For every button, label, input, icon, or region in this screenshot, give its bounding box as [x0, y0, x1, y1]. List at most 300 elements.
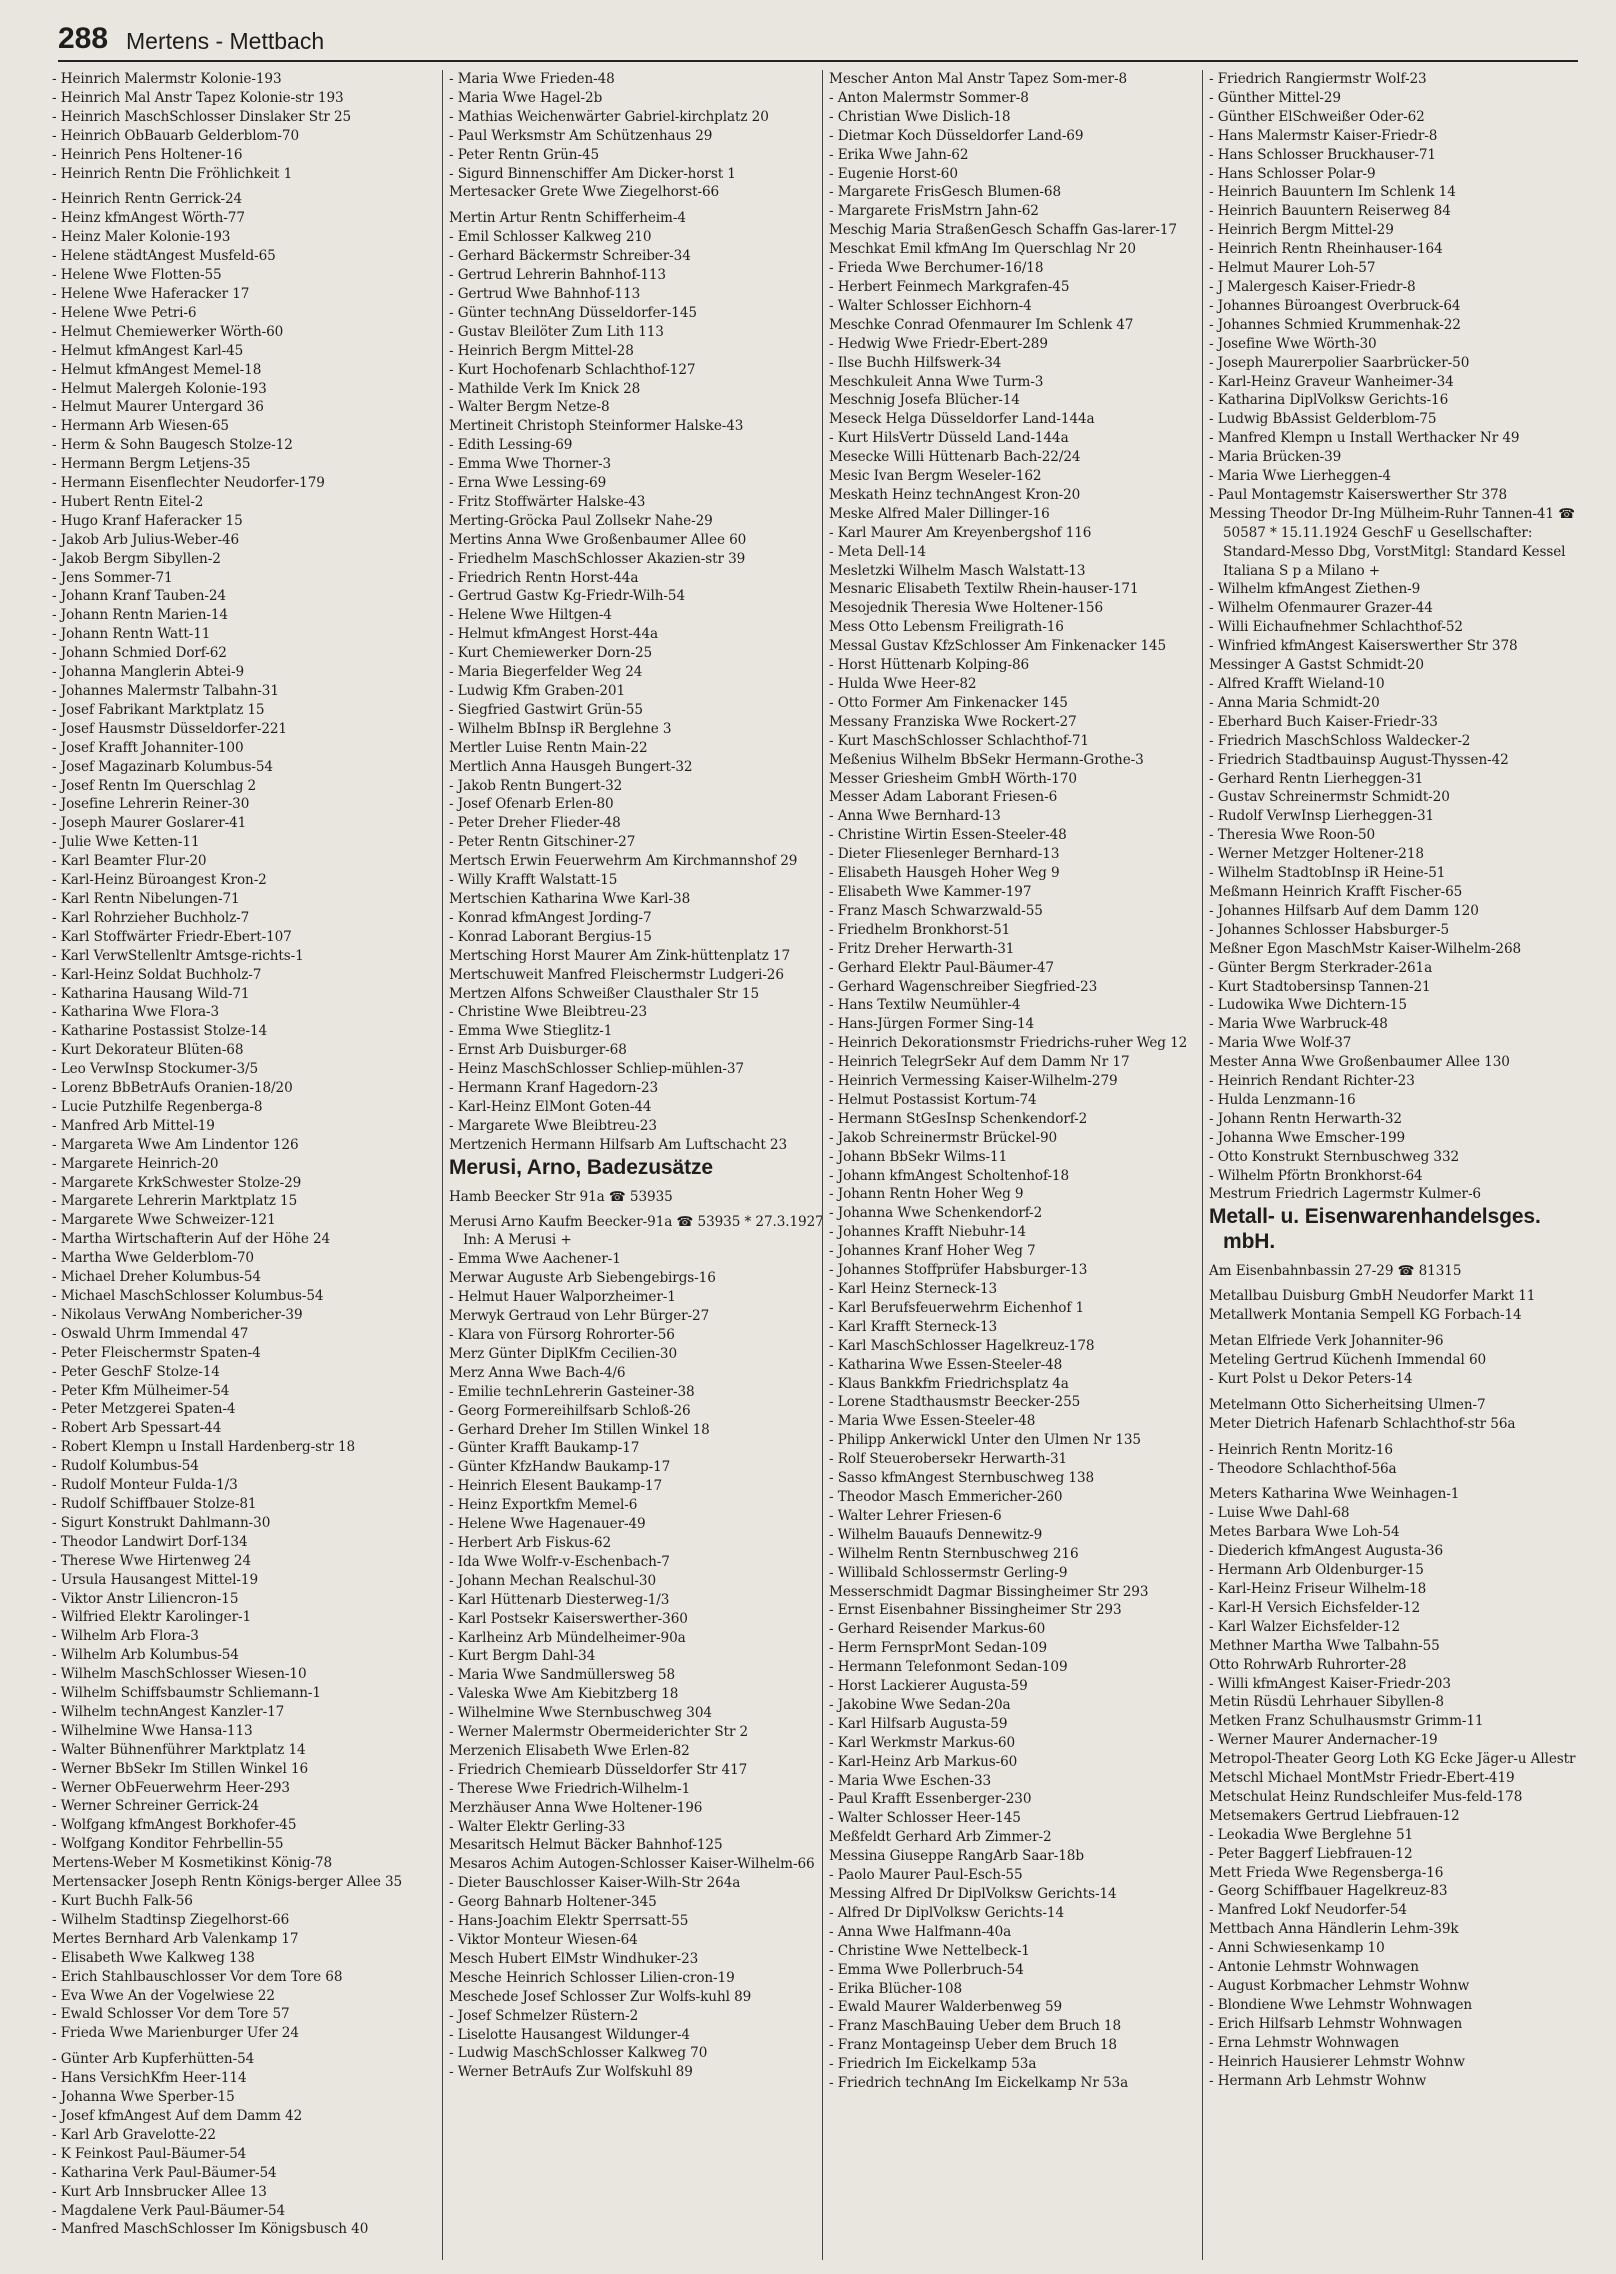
directory-entry: Merzenich Elisabeth Wwe Erlen-82 [449, 1742, 690, 1759]
directory-subentry: - Hulda Wwe Heer-82 [829, 675, 1207, 694]
directory-subentry: - Walter Lehrer Friesen-6 [829, 1507, 1207, 1526]
directory-subentry: - Anni Schwiesenkamp 10 [1209, 1939, 1587, 1958]
directory-entry: Mesic Ivan Bergm Weseler-162 [829, 468, 1042, 485]
directory-subentry: - Leo VerwInsp Stockumer-3/5 [52, 1060, 430, 1079]
directory-subentry: - Heinrich Rendant Richter-23 [1209, 1072, 1587, 1091]
directory-subentry: - Dieter Fliesenleger Bernhard-13 [829, 845, 1207, 864]
directory-entry: Mertler Luise Rentn Main-22 [449, 739, 648, 756]
directory-subentry: - Wilhelmine Wwe Hansa-113 [52, 1722, 430, 1741]
directory-entry: Am Eisenbahnbassin 27-29 ☎ 81315 [1209, 1263, 1462, 1280]
directory-subentry: - Friedrich Im Eickelkamp 53a [829, 2055, 1207, 2074]
directory-subentry: - Herm FernsprMont Sedan-109 [829, 1639, 1207, 1658]
directory-entry: Metschulat Heinz Rundschleifer Mus-feld-178 [1209, 1788, 1523, 1805]
directory-entry: Mertins Anna Wwe Großenbaumer Allee 60 [449, 531, 747, 548]
directory-subentry: - Sigurt Konstrukt Dahlmann-30 [52, 1514, 430, 1533]
directory-subentry: - Maria Biegerfelder Weg 24 [449, 663, 827, 682]
directory-subentry: - Therese Wwe Hirtenweg 24 [52, 1552, 430, 1571]
page-number: 288 [58, 22, 109, 55]
directory-subentry: - Herbert Arb Fiskus-62 [449, 1534, 827, 1553]
directory-entry: Meschede Josef Schlosser Zur Wolfs-kuhl 89 [449, 1988, 752, 2005]
directory-subentry: - Heinrich Rentn Gerrick-24 [52, 190, 430, 209]
directory-subentry: - Helmut Maurer Untergard 36 [52, 398, 430, 417]
directory-entry: Meter Dietrich Hafenarb Schlachthof-str 56a [1209, 1415, 1516, 1432]
directory-subentry: - Heinrich Rentn Moritz-16 [1209, 1441, 1587, 1460]
directory-subentry: - Wilhelm Schiffsbaumstr Schliemann-1 [52, 1684, 430, 1703]
directory-subentry: - Manfred MaschSchlosser Im Königsbusch 40 [52, 2220, 430, 2239]
directory-subentry: - Hans-Joachim Elektr Sperrsatt-55 [449, 1912, 827, 1931]
directory-subentry: - Klara von Fürsorg Rohrorter-56 [449, 1326, 827, 1345]
directory-subentry: - Johanna Wwe Schenkendorf-2 [829, 1204, 1207, 1223]
directory-subentry: - Günther ElSchweißer Oder-62 [1209, 108, 1587, 127]
directory-subentry: - Hugo Kranf Haferacker 15 [52, 512, 430, 531]
directory-subentry: - Johann Rentn Marien-14 [52, 606, 430, 625]
directory-subentry: - Josef Rentn Im Querschlag 2 [52, 777, 430, 796]
directory-subentry: - Walter Bergm Netze-8 [449, 398, 827, 417]
directory-subentry: - Werner Maurer Andernacher-19 [1209, 1731, 1587, 1750]
directory-entry: Merwyk Gertraud von Lehr Bürger-27 [449, 1308, 710, 1325]
directory-subentry: - Walter Schlosser Eichhorn-4 [829, 297, 1207, 316]
directory-subentry: - Margarete KrkSchwester Stolze-29 [52, 1174, 430, 1193]
directory-subentry: - Karl Rentn Nibelungen-71 [52, 890, 430, 909]
directory-subentry: - Otto Konstrukt Sternbuschweg 332 [1209, 1148, 1587, 1167]
directory-subentry: - Karl Rohrzieher Buchholz-7 [52, 909, 430, 928]
directory-subentry: - Johannes Schlosser Habsburger-5 [1209, 921, 1587, 940]
directory-subentry: - Anton Malermstr Sommer-8 [829, 89, 1207, 108]
directory-subentry: - Katharina Wwe Essen-Steeler-48 [829, 1356, 1207, 1375]
directory-subentry: - Maria Wwe Essen-Steeler-48 [829, 1412, 1207, 1431]
directory-subentry: - Johannes Stoffprüfer Habsburger-13 [829, 1261, 1207, 1280]
directory-subentry: - Mathias Weichenwärter Gabriel-kirchplatz 20 [449, 108, 827, 127]
directory-subentry: - Peter Fleischermstr Spaten-4 [52, 1344, 430, 1363]
directory-subentry: - Johannes Schmied Krummenhak-22 [1209, 316, 1587, 335]
directory-subentry: - Günter Bergm Sterkrader-261a [1209, 959, 1587, 978]
directory-entry: Metelmann Otto Sicherheitsing Ulmen-7 [1209, 1396, 1486, 1413]
directory-entry: Metes Barbara Wwe Loh-54 [1209, 1524, 1400, 1541]
directory-subentry: - Wolfgang kfmAngest Borkhofer-45 [52, 1816, 430, 1835]
directory-subentry: - Therese Wwe Friedrich-Wilhelm-1 [449, 1780, 827, 1799]
directory-subentry: - Wilhelm MaschSchlosser Wiesen-10 [52, 1665, 430, 1684]
directory-subentry: - Ilse Buchh Hilfswerk-34 [829, 354, 1207, 373]
directory-entry: Meskath Heinz technAngest Kron-20 [829, 486, 1081, 503]
directory-subentry: - Dietmar Koch Düsseldorfer Land-69 [829, 127, 1207, 146]
directory-entry: Metsemakers Gertrud Liebfrauen-12 [1209, 1807, 1460, 1824]
directory-subentry: - Hans Schlosser Bruckhauser-71 [1209, 146, 1587, 165]
directory-entry: Messal Gustav KfzSchlosser Am Finkenacker 145 [829, 638, 1167, 655]
directory-subentry: - Elisabeth Hausgeh Hoher Weg 9 [829, 864, 1207, 883]
directory-subentry: - Heinrich Bergm Mittel-29 [1209, 221, 1587, 240]
directory-subentry: - Günter technAng Düsseldorfer-145 [449, 304, 827, 323]
directory-subentry: - Friedrich Rentn Horst-44a [449, 569, 827, 588]
directory-subentry: - Ludwig Kfm Graben-201 [449, 682, 827, 701]
directory-entry: Messany Franziska Wwe Rockert-27 [829, 713, 1077, 730]
directory-subentry: - Magdalene Verk Paul-Bäumer-54 [52, 2202, 430, 2221]
directory-subentry: - Peter GeschF Stolze-14 [52, 1363, 430, 1382]
directory-subentry: - Maria Wwe Lierheggen-4 [1209, 467, 1587, 486]
directory-entry: Metallbau Duisburg GmbH Neudorfer Markt 11 [1209, 1288, 1536, 1305]
directory-subentry: - Werner Schreiner Gerrick-24 [52, 1797, 430, 1816]
directory-subentry: - Willi Eichaufnehmer Schlachthof-52 [1209, 618, 1587, 637]
directory-subentry: - Ewald Schlosser Vor dem Tore 57 [52, 2005, 430, 2024]
directory-entry: Meske Alfred Maler Dillinger-16 [829, 505, 1050, 522]
directory-subentry: - Ludwig MaschSchlosser Kalkweg 70 [449, 2044, 827, 2063]
directory-subentry: - Kurt Stadtobersinsp Tannen-21 [1209, 978, 1587, 997]
directory-subentry: - Georg Formereihilfsarb Schloß-26 [449, 1402, 827, 1421]
directory-subentry: - Friedrich Rangiermstr Wolf-23 [1209, 70, 1587, 89]
directory-subentry: - Friedrich technAng Im Eickelkamp Nr 53a [829, 2074, 1207, 2093]
directory-subentry: - Heinrich TelegrSekr Auf dem Damm Nr 17 [829, 1053, 1207, 1072]
page-header [58, 20, 1578, 62]
directory-subentry: - Kurt Hochofenarb Schlachthof-127 [449, 361, 827, 380]
directory-subentry: - Hermann Arb Lehmstr Wohnw [1209, 2072, 1587, 2091]
directory-subentry: - Günter Krafft Baukamp-17 [449, 1439, 827, 1458]
directory-entry: Messinger A Gastst Schmidt-20 [1209, 657, 1424, 674]
directory-entry: Metin Rüsdü Lehrhauer Sibyllen-8 [1209, 1694, 1444, 1711]
directory-subentry: - Wilhelm Ofenmaurer Grazer-44 [1209, 599, 1587, 618]
directory-subentry: - Heinrich Elesent Baukamp-17 [449, 1477, 827, 1496]
directory-subentry: - Karl-H Versich Eichsfelder-12 [1209, 1599, 1587, 1618]
directory-subentry: - Erich Stahlbauschlosser Vor dem Tore 68 [52, 1968, 430, 1987]
directory-subentry: - Margarete FrisGesch Blumen-68 [829, 183, 1207, 202]
directory-subentry: - Johannes Kranf Hoher Weg 7 [829, 1242, 1207, 1261]
directory-subentry: - Kurt Bergm Dahl-34 [449, 1647, 827, 1666]
directory-subentry: - Hans Malermstr Kaiser-Friedr-8 [1209, 127, 1587, 146]
directory-entry: Meschnig Josefa Blücher-14 [829, 392, 1020, 409]
directory-subentry: - Hans Schlosser Polar-9 [1209, 165, 1587, 184]
directory-subentry: - Heinrich Rentn Die Fröhlichkeit 1 [52, 165, 430, 184]
directory-entry: Messina Giuseppe RangArb Saar-18b [829, 1848, 1084, 1865]
directory-entry: Mett Frieda Wwe Regensberga-16 [1209, 1864, 1444, 1881]
directory-subentry: - Hedwig Wwe Friedr-Ebert-289 [829, 335, 1207, 354]
directory-subentry: - Hermann Bergm Letjens-35 [52, 455, 430, 474]
directory-entry: Merwar Auguste Arb Siebengebirgs-16 [449, 1270, 716, 1287]
directory-subentry: - Ida Wwe Wolfr-v-Eschenbach-7 [449, 1553, 827, 1572]
directory-subentry: - Eugenie Horst-60 [829, 165, 1207, 184]
directory-subentry: - Rolf Steuerobersekr Herwarth-31 [829, 1450, 1207, 1469]
directory-subentry: - Hermann Arb Wiesen-65 [52, 417, 430, 436]
directory-subentry: - Ursula Hausangest Mittel-19 [52, 1571, 430, 1590]
directory-subentry: - Franz MaschBauing Ueber dem Bruch 18 [829, 2017, 1207, 2036]
directory-subentry: - Eberhard Buch Kaiser-Friedr-33 [1209, 713, 1587, 732]
directory-subentry: - Maria Wwe Hagel-2b [449, 89, 827, 108]
directory-entry: Mess Otto Lebensm Freiligrath-16 [829, 619, 1064, 636]
directory-subentry: - Joseph Maurerpolier Saarbrücker-50 [1209, 354, 1587, 373]
directory-entry: Mertzenich Hermann Hilfsarb Am Luftschacht 23 [449, 1136, 788, 1153]
directory-subentry: - Rudolf Schiffbauer Stolze-81 [52, 1495, 430, 1514]
directory-subentry: - Erna Lehmstr Wohnwagen [1209, 2034, 1587, 2053]
directory-entry: Metropol-Theater Georg Loth KG Ecke Jäger-u Allestr [1209, 1751, 1576, 1768]
directory-subentry: - Hermann StGesInsp Schenkendorf-2 [829, 1110, 1207, 1129]
directory-entry: Mertes Bernhard Arb Valenkamp 17 [52, 1930, 299, 1947]
directory-entry: Mertschuweit Manfred Fleischermstr Ludgeri-26 [449, 966, 784, 983]
directory-entry: Meschkuleit Anna Wwe Turm-3 [829, 373, 1044, 390]
directory-subentry: - Josef Ofenarb Erlen-80 [449, 795, 827, 814]
directory-subentry: - Peter Metzgerei Spaten-4 [52, 1400, 430, 1419]
directory-subentry: - Heinrich Vermessing Kaiser-Wilhelm-279 [829, 1072, 1207, 1091]
directory-subentry: - Willi kfmAngest Kaiser-Friedr-203 [1209, 1675, 1587, 1694]
directory-subentry: - Günter Arb Kupferhütten-54 [52, 2050, 430, 2069]
directory-subentry: - Helmut Postassist Kortum-74 [829, 1091, 1207, 1110]
directory-subentry: - Anna Wwe Halfmann-40a [829, 1923, 1207, 1942]
directory-subentry: - Johann kfmAngest Scholtenhof-18 [829, 1167, 1207, 1186]
directory-subentry: - Kurt Chemiewerker Dorn-25 [449, 644, 827, 663]
directory-subentry: - Karl Heinz Sterneck-13 [829, 1280, 1207, 1299]
directory-entry: Meßner Egon MaschMstr Kaiser-Wilhelm-268 [1209, 940, 1522, 957]
directory-subentry: - Karl Berufsfeuerwehrm Eichenhof 1 [829, 1299, 1207, 1318]
directory-subentry: - Helene Wwe Hiltgen-4 [449, 606, 827, 625]
directory-subentry: - Heinrich Bauuntern Reiserweg 84 [1209, 202, 1587, 221]
directory-subentry: - Werner ObFeuerwehrm Heer-293 [52, 1779, 430, 1798]
directory-subentry: - Helmut Maurer Loh-57 [1209, 259, 1587, 278]
directory-entry: Mesaros Achim Autogen-Schlosser Kaiser-Wilhelm-66 [449, 1856, 815, 1873]
directory-entry: Merz Anna Wwe Bach-4/6 [449, 1364, 626, 1381]
directory-subentry: - Erika Blücher-108 [829, 1980, 1207, 1999]
directory-subentry: - Edith Lessing-69 [449, 436, 827, 455]
directory-subentry: - Rudolf Kolumbus-54 [52, 1457, 430, 1476]
directory-subentry: - Horst Lackierer Augusta-59 [829, 1677, 1207, 1696]
directory-subentry: - Maria Wwe Warbruck-48 [1209, 1015, 1587, 1034]
directory-entry: Meseck Helga Düsseldorfer Land-144a [829, 411, 1095, 428]
directory-subentry: - Maria Wwe Eschen-33 [829, 1772, 1207, 1791]
directory-subentry: - Karlheinz Arb Mündelheimer-90a [449, 1629, 827, 1648]
directory-subentry: - Franz Masch Schwarzwald-55 [829, 902, 1207, 921]
directory-subentry: - Wilhelm StadtobInsp iR Heine-51 [1209, 864, 1587, 883]
directory-entry: Meschkat Emil kfmAng Im Querschlag Nr 20 [829, 241, 1136, 258]
directory-subentry: - Frieda Wwe Marienburger Ufer 24 [52, 2024, 430, 2043]
directory-subentry: - Johann Kranf Tauben-24 [52, 587, 430, 606]
directory-subentry: - Josef Krafft Johanniter-100 [52, 739, 430, 758]
directory-subentry: - Sigurd Binnenschiffer Am Dicker-horst 1 [449, 165, 827, 184]
directory-subentry: - Katharina Verk Paul-Bäumer-54 [52, 2164, 430, 2183]
running-title: Mertens - Mettbach [126, 28, 325, 54]
directory-entry: Mestrum Friedrich Lagermstr Kulmer-6 [1209, 1186, 1481, 1203]
directory-subentry: - Konrad Laborant Bergius-15 [449, 928, 827, 947]
directory-subentry: - Hermann Eisenflechter Neudorfer-179 [52, 474, 430, 493]
directory-subentry: - Gustav Bleilöter Zum Lith 113 [449, 323, 827, 342]
directory-subentry: - August Korbmacher Lehmstr Wohnw [1209, 1977, 1587, 1996]
directory-subentry: - Michael MaschSchlosser Kolumbus-54 [52, 1287, 430, 1306]
directory-subentry: - Erna Wwe Lessing-69 [449, 474, 827, 493]
directory-subentry: - Gerhard Bäckermstr Schreiber-34 [449, 247, 827, 266]
directory-entry: Mertsch Erwin Feuerwehrm Am Kirchmannshof 29 [449, 853, 798, 870]
directory-subentry: - Gertrud Wwe Bahnhof-113 [449, 285, 827, 304]
directory-subentry: - Karl-Heinz ElMont Goten-44 [449, 1098, 827, 1117]
directory-entry: Mescher Anton Mal Anstr Tapez Som-mer-8 [829, 71, 1128, 87]
directory-subentry: - Josef Fabrikant Marktplatz 15 [52, 701, 430, 720]
directory-subentry: - Lucie Putzhilfe Regenberga-8 [52, 1098, 430, 1117]
directory-subentry: - Anna Wwe Bernhard-13 [829, 807, 1207, 826]
directory-entry: Mertsching Horst Maurer Am Zink-hüttenplatz 17 [449, 947, 791, 964]
directory-subentry: - Helene Wwe Petri-6 [52, 304, 430, 323]
directory-subentry: - Eva Wwe An der Vogelwiese 22 [52, 1987, 430, 2006]
directory-subentry: - Hans-Jürgen Former Sing-14 [829, 1015, 1207, 1034]
directory-subentry: - Hans Textilw Neumühler-4 [829, 996, 1207, 1015]
directory-subentry: - Alfred Krafft Wieland-10 [1209, 675, 1587, 694]
directory-entry: Mesaritsch Helmut Bäcker Bahnhof-125 [449, 1837, 723, 1854]
directory-subentry: - Hermann Telefonmont Sedan-109 [829, 1658, 1207, 1677]
directory-subentry: - Friedhelm Bronkhorst-51 [829, 921, 1207, 940]
directory-subentry: - Günter KfzHandw Baukamp-17 [449, 1458, 827, 1477]
directory-subentry: - Wilhelm kfmAngest Ziethen-9 [1209, 580, 1587, 599]
directory-subentry: - Heinz Maler Kolonie-193 [52, 228, 430, 247]
directory-subentry: - Paolo Maurer Paul-Esch-55 [829, 1866, 1207, 1885]
directory-subentry: - Dieter Bauschlosser Kaiser-Wilh-Str 264a [449, 1874, 827, 1893]
directory-subentry: - Peter Rentn Gitschiner-27 [449, 833, 827, 852]
directory-subentry: - Heinrich Hausierer Lehmstr Wohnw [1209, 2053, 1587, 2072]
directory-subentry: - Wilhelm Rentn Sternbuschweg 216 [829, 1545, 1207, 1564]
directory-subentry: - Rudolf VerwInsp Lierheggen-31 [1209, 807, 1587, 826]
directory-subentry: - Frieda Wwe Berchumer-16/18 [829, 259, 1207, 278]
directory-subentry: - Heinrich Bauuntern Im Schlenk 14 [1209, 183, 1587, 202]
directory-subentry: - Emil Schlosser Kalkweg 210 [449, 228, 827, 247]
directory-entry: Merting-Gröcka Paul Zollsekr Nahe-29 [449, 512, 713, 529]
directory-subentry: - Helmut Malergeh Kolonie-193 [52, 380, 430, 399]
directory-subentry: - Katharina Hausang Wild-71 [52, 985, 430, 1004]
directory-subentry: - Werner Malermstr Obermeiderichter Str 2 [449, 1723, 827, 1742]
directory-entry: Metallwerk Montania Sempell KG Forbach-14 [1209, 1307, 1522, 1324]
directory-subentry: - Otto Former Am Finkenacker 145 [829, 694, 1207, 713]
directory-subentry: - Wilhelm technAngest Kanzler-17 [52, 1703, 430, 1722]
directory-subentry: - Margarete Heinrich-20 [52, 1155, 430, 1174]
directory-subentry: - Robert Klempn u Install Hardenberg-str 18 [52, 1438, 430, 1457]
directory-subentry: - Lorene Stadthausmstr Beecker-255 [829, 1393, 1207, 1412]
directory-subentry: - Karl Arb Gravelotte-22 [52, 2126, 430, 2145]
directory-entry: Messer Adam Laborant Friesen-6 [829, 789, 1058, 806]
directory-entry: Mertens-Weber M Kosmetikinst König-78 [52, 1855, 333, 1872]
directory-subentry: - Maria Wwe Frieden-48 [449, 70, 827, 89]
directory-subentry: - Emma Wwe Thorner-3 [449, 455, 827, 474]
directory-subentry: - Karl-Heinz Büroangest Kron-2 [52, 871, 430, 890]
directory-subentry: - Emma Wwe Aachener-1 [449, 1250, 827, 1269]
directory-subentry: - Nikolaus VerwAng Nombericher-39 [52, 1306, 430, 1325]
directory-subentry: - Jakob Bergm Sibyllen-2 [52, 550, 430, 569]
column-4 [1202, 70, 1587, 2260]
directory-subentry: - Wilfried Elektr Karolinger-1 [52, 1608, 430, 1627]
directory-subentry: - Kurt Buchh Falk-56 [52, 1892, 430, 1911]
directory-entry: Messer Griesheim GmbH Wörth-170 [829, 770, 1077, 787]
directory-subentry: - Johanna Manglerin Abtei-9 [52, 663, 430, 682]
directory-subentry: - Jakobine Wwe Sedan-20a [829, 1696, 1207, 1715]
directory-subentry: - Kurt Polst u Dekor Peters-14 [1209, 1370, 1587, 1389]
directory-entry: Mesnaric Elisabeth Textilw Rhein-hauser-171 [829, 581, 1139, 598]
column-2 [442, 70, 827, 2260]
directory-subentry: - Katharina Wwe Flora-3 [52, 1003, 430, 1022]
directory-subentry: - Christine Wwe Nettelbeck-1 [829, 1942, 1207, 1961]
directory-subentry: - Julie Wwe Ketten-11 [52, 833, 430, 852]
directory-subentry: - Margarete FrisMstrn Jahn-62 [829, 202, 1207, 221]
directory-subentry: - K Feinkost Paul-Bäumer-54 [52, 2145, 430, 2164]
directory-subentry: - Herm & Sohn Baugesch Stolze-12 [52, 436, 430, 455]
directory-subentry: - Emilie technLehrerin Gasteiner-38 [449, 1383, 827, 1402]
directory-entry: Mettbach Anna Händlerin Lehm-39k [1209, 1921, 1459, 1938]
directory-subentry: - Helmut Hauer Walporzheimer-1 [449, 1288, 827, 1307]
directory-subentry: - Erich Hilfsarb Lehmstr Wohnwagen [1209, 2015, 1587, 2034]
directory-subentry: - Helmut kfmAngest Karl-45 [52, 342, 430, 361]
directory-subentry: - Manfred Arb Mittel-19 [52, 1117, 430, 1136]
directory-subentry: - Christine Wirtin Essen-Steeler-48 [829, 826, 1207, 845]
directory-subentry: - Helene Wwe Flotten-55 [52, 266, 430, 285]
directory-subentry: - Willy Krafft Walstatt-15 [449, 871, 827, 890]
directory-subentry: - Gerhard Rentn Lierheggen-31 [1209, 770, 1587, 789]
directory-subentry: - Helene Wwe Haferacker 17 [52, 285, 430, 304]
directory-subentry: - Josef kfmAngest Auf dem Damm 42 [52, 2107, 430, 2126]
directory-subentry: - Christian Wwe Dislich-18 [829, 108, 1207, 127]
directory-subentry: - Theodore Schlachthof-56a [1209, 1460, 1587, 1479]
directory-subentry: - Josefine Wwe Wörth-30 [1209, 335, 1587, 354]
directory-subentry: - Maria Wwe Wolf-37 [1209, 1034, 1587, 1053]
directory-subentry: - Karl Stoffwärter Friedr-Ebert-107 [52, 928, 430, 947]
directory-subentry: - Karl Werkmstr Markus-60 [829, 1734, 1207, 1753]
directory-subentry: - Helene städtAngest Musfeld-65 [52, 247, 430, 266]
directory-entry: Metan Elfriede Verk Johanniter-96 [1209, 1333, 1444, 1350]
directory-subentry: - Hermann Kranf Hagedorn-23 [449, 1079, 827, 1098]
directory-subentry: - Anna Maria Schmidt-20 [1209, 694, 1587, 713]
directory-entry: Mesche Heinrich Schlosser Lilien-cron-19 [449, 1969, 735, 1986]
directory-subentry: - Diederich kfmAngest Augusta-36 [1209, 1542, 1587, 1561]
directory-subentry: - Walter Bühnenführer Marktplatz 14 [52, 1741, 430, 1760]
directory-subentry: - Johannes Hilfsarb Auf dem Damm 120 [1209, 902, 1587, 921]
directory-subentry: - Gertrud Gastw Kg-Friedr-Wilh-54 [449, 587, 827, 606]
directory-entry: Mertin Artur Rentn Schifferheim-4 [449, 210, 686, 227]
directory-subentry: - Elisabeth Wwe Kalkweg 138 [52, 1949, 430, 1968]
directory-subentry: - Heinz kfmAngest Wörth-77 [52, 209, 430, 228]
directory-subentry: - Oswald Uhrm Immendal 47 [52, 1325, 430, 1344]
directory-subentry: - Viktor Monteur Wiesen-64 [449, 1931, 827, 1950]
directory-entry: Otto RohrwArb Ruhrorter-28 [1209, 1656, 1407, 1673]
directory-subentry: - Katharina DiplVolksw Gerichts-16 [1209, 391, 1587, 410]
directory-subentry: - Mathilde Verk Im Knick 28 [449, 380, 827, 399]
directory-subentry: - Fritz Stoffwärter Halske-43 [449, 493, 827, 512]
directory-subentry: - Jens Sommer-71 [52, 569, 430, 588]
directory-subentry: - Karl Walzer Eichsfelder-12 [1209, 1618, 1587, 1637]
directory-subentry: - Karl Krafft Sterneck-13 [829, 1318, 1207, 1337]
directory-subentry: - Theodor Masch Emmericher-260 [829, 1488, 1207, 1507]
directory-subentry: - Helmut kfmAngest Memel-18 [52, 361, 430, 380]
directory-subentry: - Wilhelmine Wwe Sternbuschweg 304 [449, 1704, 827, 1723]
directory-subentry: - Margareta Wwe Am Lindentor 126 [52, 1136, 430, 1155]
directory-entry: Messing Alfred Dr DiplVolksw Gerichts-14 [829, 1886, 1117, 1902]
directory-subentry: - Margarete Wwe Schweizer-121 [52, 1211, 430, 1230]
directory-subentry: - Johannes Büroangest Overbruck-64 [1209, 297, 1587, 316]
directory-entry: Mesletzki Wilhelm Masch Walstatt-13 [829, 562, 1086, 579]
directory-entry: Merusi Arno Kaufm Beecker-91a ☎ 53935 * 27.3.1927 Inh: A Merusi + [449, 1213, 824, 1249]
directory-subentry: - Johanna Wwe Sperber-15 [52, 2088, 430, 2107]
directory-subentry: - Heinrich MaschSchlosser Dinslaker Str 25 [52, 108, 430, 127]
directory-subentry: - Theodor Landwirt Dorf-134 [52, 1533, 430, 1552]
directory-subentry: - Maria Brücken-39 [1209, 448, 1587, 467]
directory-subentry: - Ludowika Wwe Dichtern-15 [1209, 996, 1587, 1015]
directory-subentry: - Helene Wwe Hagenauer-49 [449, 1515, 827, 1534]
directory-subentry: - Josefine Lehrerin Reiner-30 [52, 795, 430, 814]
directory-subentry: - Jakob Arb Julius-Weber-46 [52, 531, 430, 550]
directory-subentry: - Heinrich Bergm Mittel-28 [449, 342, 827, 361]
directory-subentry: - Heinrich Malermstr Kolonie-193 [52, 70, 430, 89]
directory-subentry: - Johann Rentn Herwarth-32 [1209, 1110, 1587, 1129]
directory-entry: Messerschmidt Dagmar Bissingheimer Str 293 [829, 1583, 1149, 1600]
directory-subentry: - Friedrich Stadtbauinsp August-Thyssen-42 [1209, 751, 1587, 770]
directory-subentry: - Johann BbSekr Wilms-11 [829, 1148, 1207, 1167]
directory-subentry: - Theresia Wwe Roon-50 [1209, 826, 1587, 845]
display-listing-name: Merusi, Arno, Badezusätze [449, 1155, 713, 1179]
directory-subentry: - Ludwig BbAssist Gelderblom-75 [1209, 410, 1587, 429]
directory-subentry: - Paul Werksmstr Am Schützenhaus 29 [449, 127, 827, 146]
directory-subentry: - Johanna Wwe Emscher-199 [1209, 1129, 1587, 1148]
directory-subentry: - Walter Schlosser Heer-145 [829, 1809, 1207, 1828]
directory-subentry: - Robert Arb Spessart-44 [52, 1419, 430, 1438]
directory-subentry: - Kurt Arb Innsbrucker Allee 13 [52, 2183, 430, 2202]
directory-subentry: - Kurt Dekorateur Blüten-68 [52, 1041, 430, 1060]
directory-entry: Messing Theodor Dr-Ing Mülheim-Ruhr Tannen-41 ☎ 50587 * 15.11.1924 GeschF u Gesellschafter: Standard-Messo Dbg, VorstMitgl: Standard Kessel Italiana S p a Milano + [1209, 505, 1576, 579]
column-1 [52, 70, 430, 2260]
